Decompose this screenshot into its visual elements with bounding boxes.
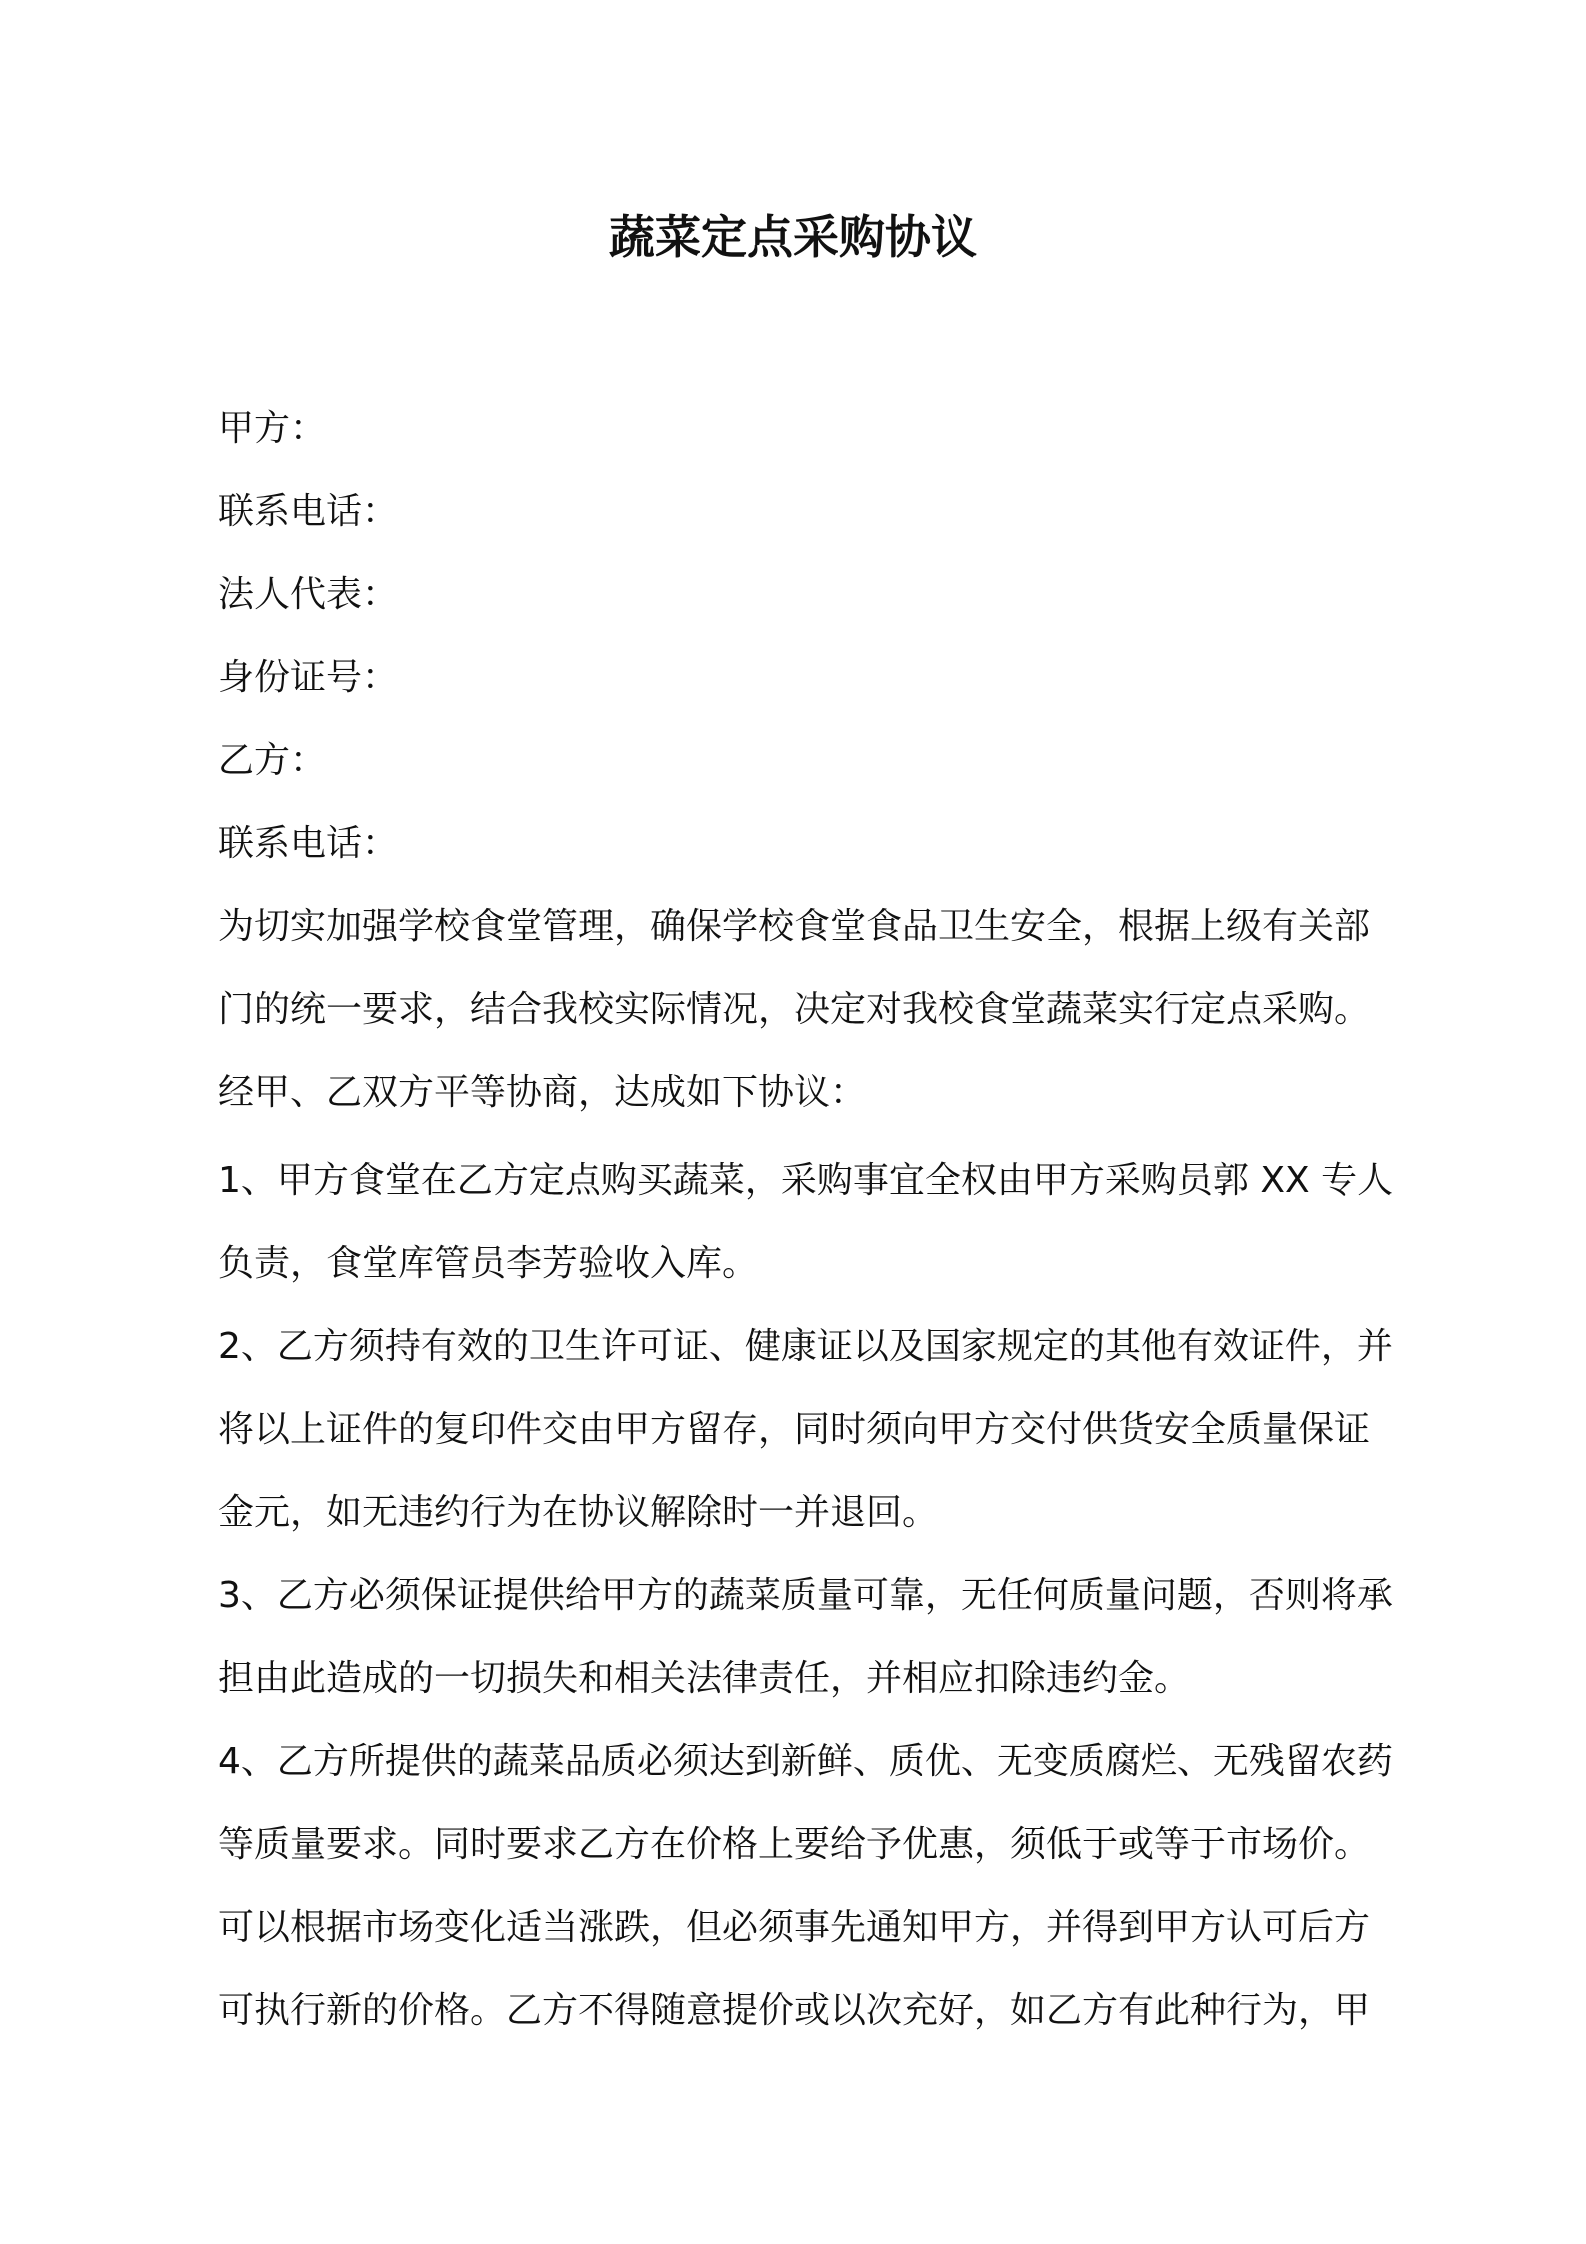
party-a-phone-field: 联系电话： [218, 491, 399, 532]
clause-2-line: 2、乙方须持有效的卫生许可证、健康证以及国家规定的其他有效证件，并 [218, 1326, 1393, 1367]
clause-3-line: 担由此造成的一切损失和相关法律责任，并相应扣除违约金。 [218, 1658, 1191, 1699]
intro-line: 为切实加强学校食堂管理，确保学校食堂食品卫生安全，根据上级有关部 [218, 906, 1371, 947]
intro-line: 经甲、乙双方平等协商，达成如下协议： [218, 1072, 867, 1113]
party-b-field: 乙方： [218, 740, 327, 781]
clause-1-line: 负责，食堂库管员李芳验收入库。 [218, 1243, 759, 1284]
party-b-phone-field: 联系电话： [218, 823, 399, 864]
intro-line: 门的统一要求，结合我校实际情况，决定对我校食堂蔬菜实行定点采购。 [218, 989, 1371, 1030]
clause-3-line: 3、乙方必须保证提供给甲方的蔬菜质量可靠，无任何质量问题，否则将承 [218, 1575, 1393, 1616]
clause-4-line: 可以根据市场变化适当涨跌，但必须事先通知甲方，并得到甲方认可后方 [218, 1907, 1371, 1948]
party-a-field: 甲方： [218, 408, 327, 449]
id-number-field: 身份证号： [218, 657, 399, 698]
clause-2-line: 金元，如无违约行为在协议解除时一并退回。 [218, 1492, 939, 1533]
clause-4-line: 4、乙方所提供的蔬菜品质必须达到新鲜、质优、无变质腐烂、无残留农药 [218, 1741, 1393, 1782]
legal-representative-field: 法人代表： [218, 574, 399, 615]
clause-2-line: 将以上证件的复印件交由甲方留存，同时须向甲方交付供货安全质量保证 [218, 1409, 1371, 1450]
document-title: 蔬菜定点采购协议 [609, 210, 977, 264]
clause-1-line: 1、甲方食堂在乙方定点购买蔬菜，采购事宜全权由甲方采购员郭 XX 专人 [218, 1160, 1394, 1201]
clause-4-line: 可执行新的价格。乙方不得随意提价或以次充好，如乙方有此种行为，甲 [218, 1990, 1371, 2031]
clause-4-line: 等质量要求。同时要求乙方在价格上要给予优惠，须低于或等于市场价。 [218, 1824, 1371, 1865]
